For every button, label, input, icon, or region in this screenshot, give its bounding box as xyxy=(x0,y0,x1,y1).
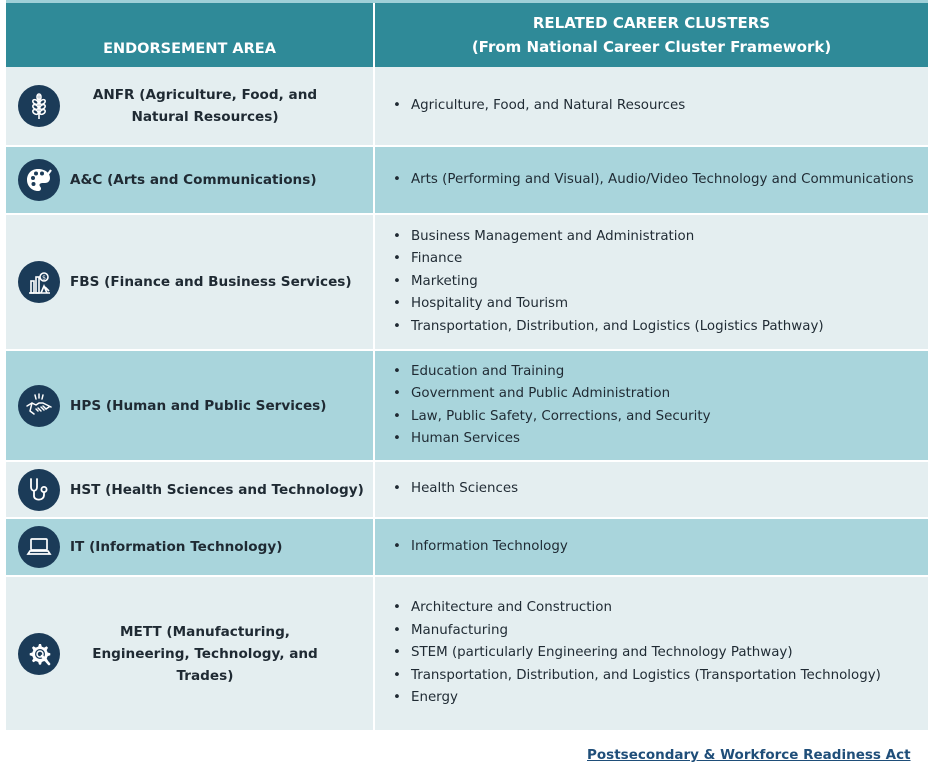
table-row xyxy=(6,351,928,462)
list-item: • Education and Training xyxy=(389,361,711,384)
endorsement-table xyxy=(6,0,928,732)
endorsement-cell xyxy=(6,67,375,145)
endorsement-cell xyxy=(6,351,375,460)
cluster-list xyxy=(389,226,824,339)
list-item: • Manufacturing xyxy=(389,620,881,643)
gear-wrench-icon xyxy=(18,633,60,675)
list-item: • Health Sciences xyxy=(389,478,518,501)
list-item: • Agriculture, Food, and Natural Resources xyxy=(389,95,685,118)
list-item: • Government and Public Administration xyxy=(389,383,711,406)
endorsement-cell xyxy=(6,577,375,730)
cluster-list xyxy=(389,536,568,559)
list-item: • Architecture and Construction xyxy=(389,597,881,620)
svg-text:$: $ xyxy=(42,274,46,282)
table-row xyxy=(6,577,928,732)
endorsement-cell xyxy=(6,462,375,517)
list-item: • Transportation, Distribution, and Logistics (Logistics Pathway) xyxy=(389,316,824,339)
endorsement-area-label: HST (Health Sciences and Technology) xyxy=(70,481,364,498)
handshake-icon xyxy=(18,385,60,427)
list-item: • STEM (particularly Engineering and Technology Pathway) xyxy=(389,642,881,665)
source-link[interactable]: Postsecondary & Workforce Readiness Act xyxy=(587,747,911,763)
endorsement-area-label: IT (Information Technology) xyxy=(70,539,283,555)
list-item: • Energy xyxy=(389,687,881,710)
endorsement-area-label: FBS (Finance and Business Services) xyxy=(70,274,352,290)
header-clusters-subtitle: (From National Career Cluster Framework) xyxy=(471,38,832,56)
table-row xyxy=(6,215,928,351)
list-item: • Hospitality and Tourism xyxy=(389,293,824,316)
wheat-icon xyxy=(18,85,60,127)
stethoscope-icon xyxy=(18,469,60,511)
finance-chart-icon xyxy=(18,261,60,303)
cluster-list xyxy=(389,95,685,118)
table-row xyxy=(6,67,928,147)
table-row xyxy=(6,519,928,577)
cluster-list xyxy=(389,169,914,192)
endorsement-cell xyxy=(6,519,375,575)
header-endorsement-area: ENDORSEMENT AREA xyxy=(6,3,375,67)
table-row xyxy=(6,462,928,519)
list-item: • Business Management and Administration xyxy=(389,226,824,249)
clusters-cell xyxy=(375,147,928,213)
clusters-cell xyxy=(375,577,928,730)
header-related-clusters xyxy=(375,3,928,67)
clusters-cell xyxy=(375,519,928,575)
list-item: • Marketing xyxy=(389,271,824,294)
list-item: • Transportation, Distribution, and Logistics (Transportation Technology) xyxy=(389,665,881,688)
cluster-list xyxy=(389,361,711,451)
cluster-list xyxy=(389,478,518,501)
endorsement-area-label: ANFR (Agriculture, Food, and Natural Resources) xyxy=(92,87,318,125)
list-item: • Arts (Performing and Visual), Audio/Video Technology and Communications xyxy=(389,169,914,192)
list-item: • Human Services xyxy=(389,428,711,451)
endorsement-area-label: METT (Manufacturing, Engineering, Technology, and Trades) xyxy=(92,623,318,684)
endorsement-cell xyxy=(6,215,375,349)
clusters-cell xyxy=(375,215,928,349)
palette-icon xyxy=(18,159,60,201)
table-header xyxy=(6,0,928,67)
clusters-cell xyxy=(375,351,928,460)
list-item: • Information Technology xyxy=(389,536,568,559)
header-clusters-title: RELATED CAREER CLUSTERS xyxy=(532,14,771,32)
table-row xyxy=(6,147,928,215)
list-item: • Law, Public Safety, Corrections, and Security xyxy=(389,406,711,429)
endorsement-cell xyxy=(6,147,375,213)
endorsement-area-label: HPS (Human and Public Services) xyxy=(70,397,327,414)
clusters-cell xyxy=(375,67,928,145)
endorsement-area-label: A&C (Arts and Communications) xyxy=(70,172,317,188)
cluster-list xyxy=(389,597,881,710)
list-item: • Finance xyxy=(389,248,824,271)
laptop-icon xyxy=(18,526,60,568)
clusters-cell xyxy=(375,462,928,517)
